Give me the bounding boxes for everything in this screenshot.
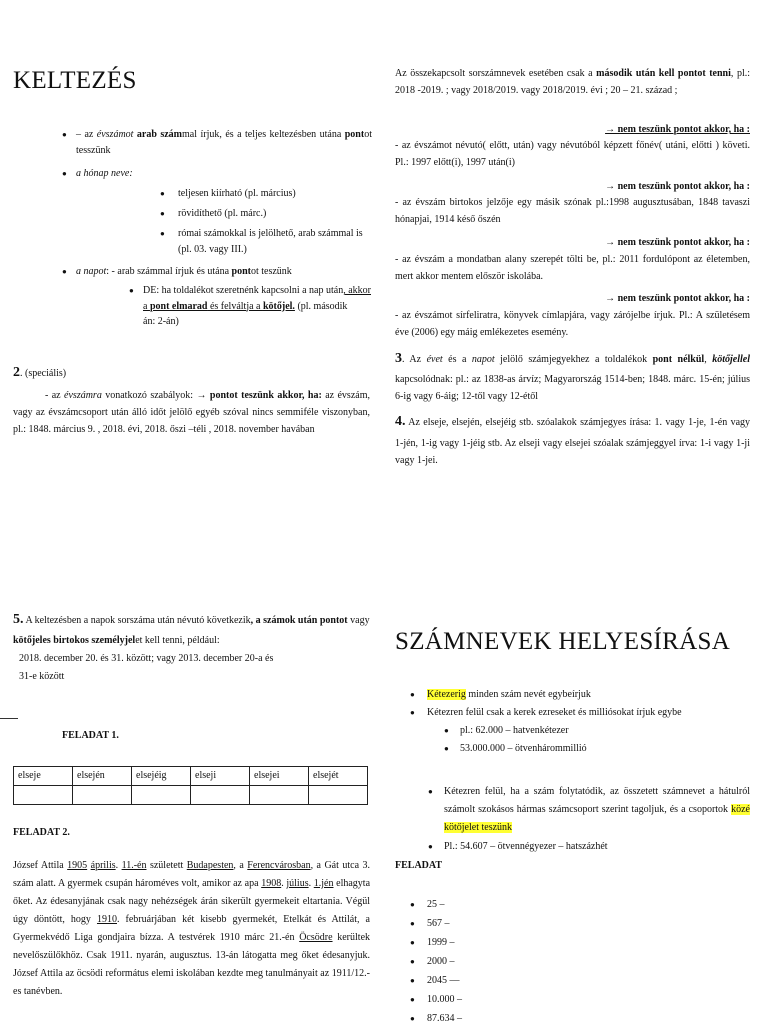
table-header: elseji	[191, 767, 250, 786]
list-item: ● pl.: 62.000 – hatvenkétezer	[444, 725, 569, 736]
bullet-icon: ●	[428, 842, 433, 851]
feladat-1-heading: FELADAT 1.	[62, 730, 119, 741]
list-item: ● Kétezerig minden szám nevét egybeírjuk	[410, 689, 591, 700]
bullet-icon: ●	[62, 267, 67, 276]
rule-heading: → nem teszünk pontot akkor, ha :	[605, 293, 750, 304]
bullet-icon: ●	[62, 130, 67, 139]
table-header: elsejéig	[132, 767, 191, 786]
szamnevek-rules	[410, 687, 755, 759]
feladat-heading: FELADAT	[395, 860, 443, 871]
rule-day: ● a napot: - arab számmal írjuk és utána pontot teszünk	[62, 266, 292, 277]
rule-text: - az évszám a mondatban alany szerepét tölti be, pl.: 2011 fordulópont az életemben, mert akkor mentem először iskolába.	[395, 254, 750, 282]
rule-heading: → nem teszünk pontot akkor, ha :	[605, 237, 750, 248]
bullet-icon: ●	[129, 286, 134, 295]
rule-month: ● a hónap neve:	[62, 168, 133, 179]
table-header: elsejei	[250, 767, 309, 786]
feladat-list	[410, 897, 610, 1030]
section-2-text: - az évszámra vonatkozó szabályok: → pontot teszünk akkor, ha: az évszám, vagy az évszámcsoport után álló időt jelölő egyéb szóval nincs semmiféle viszonyban, pl.: 1848. március 9. , 2018. évi, 2018. őszi –téli , 2018. november havában	[13, 390, 370, 435]
table-cell	[132, 786, 191, 805]
bullet-icon: ●	[62, 169, 67, 178]
list-item: ● 2045 —	[410, 975, 460, 986]
list-item: ● teljesen kiírható (pl. március)	[160, 188, 296, 199]
list-item: ● 25 –	[410, 899, 445, 910]
section-5: 5. A keltezésben a napok sorszáma után névutó következik, a számok után pontot vagy kötőjeles birtokos személyjelet kell tenni, például:	[13, 612, 370, 646]
list-item: ● 1999 –	[410, 937, 455, 948]
page-title-keltezes: KELTEZÉS	[13, 67, 137, 94]
compound-ordinals-paragraph: Az összekapcsolt sorszámnevek esetében csak a második után kell pontot tenni, pl.: 2018 -2019. ; vagy 2018/2019. vagy 2018/2019. évi ; 20 – 21. század ;	[395, 68, 751, 96]
feladat-2-heading: FELADAT 2.	[13, 827, 70, 838]
table-cell	[250, 786, 309, 805]
rule-day-exception: ● DE: ha toldalékot szeretnénk kapcsolni a nap után, akkor a pont elmarad és felváltja a kötőjel. (pl. második án: 2-án)	[129, 285, 371, 327]
feladat-2-text: József Attila 1905 április. 11.-én született Budapesten, a Ferencvárosban, a Gát utca 3. szám alatt. A gyermek csupán hároméves volt, amikor az apa 1908. július. 1.jén elhagyta őket. Az édesanyjának csak nagy nehézségek árán sikerült gyermekeit eltartania. Végül úgy döntött, hogy 1910. februárjában két kisebb gyermekét, Etelkát és Attilát, a Gyermekvédő Liga gondjaira bízza. A testvérek 1910 márc 21.-én Öcsödre kerültek nevelőszülőkhöz. Csak 1911. nyarán, augusztus. 13-án látogatta meg őket édesanyjuk. József Attila az öcsödi református elemi iskolában kezdte meg tanulmányait az 1911/12.-es tanévben.	[13, 860, 371, 997]
rule-example: ● Pl.: 54.607 – ötvennégyezer – hatszázhét	[428, 841, 608, 852]
rule-text: - az évszámot sírfeliratra, könyvek címlapjára, vagy zárójelbe írjuk. Pl.: A születésem éve (2006) egy máig emlékezetes esemény.	[395, 310, 750, 338]
list-item: ● 2000 –	[410, 956, 455, 967]
list-item: ● 567 –	[410, 918, 450, 929]
table-header: elsejét	[309, 767, 368, 786]
rule-text: - az évszám birtokos jelzője egy másik szónak pl.:1998 augusztusában, 1848 tavaszi hónapjai, 1914 késő őszén	[395, 197, 750, 225]
exercise-table	[13, 766, 368, 805]
month-sublist	[160, 186, 372, 257]
list-item: ● rövidíthető (pl. márc.)	[160, 208, 267, 219]
list-item: ● 53.000.000 – ötvenhárommillió	[444, 743, 587, 754]
section-5-examples: 2018. december 20. és 31. között; vagy 2013. december 20-a és 31-e között	[19, 653, 274, 682]
list-item: ● Kétezren felül csak a kerek ezreseket és milliósokat írjuk egybe	[410, 707, 682, 718]
table-header: elseje	[14, 767, 73, 786]
divider	[0, 718, 18, 719]
rule-year-arabic: – az évszámot arab számmal írjuk, és a teljes keltezésben utána pontot tesszünk	[76, 129, 372, 156]
page-title-szamnevek: SZÁMNEVEK HELYESÍRÁSA	[395, 628, 731, 655]
section-4: 4. Az elseje, elsején, elsejéig stb. szóalakok számjegyes írása: 1. vagy 1-je, 1-én vagy 1-jén, 1-ig vagy 1-jéig stb. Az elseji vagy elsejei szóalak számjeggyel írva: 1-i vagy 1-ji vagy 1-jei.	[395, 414, 751, 466]
table-cell	[309, 786, 368, 805]
list-item: ● 87.634 –	[410, 1013, 462, 1024]
section-2-heading: 2. (speciális)	[13, 365, 67, 380]
rule-grouping: ● Kétezren felül, ha a szám folytatódik, az összetett számnevet a hátulról számolt szokásos hármas számcsoport szerint tagoljuk, és a csoportok közé kötőjelet teszünk	[428, 786, 750, 833]
list-item: ● 10.000 –	[410, 994, 462, 1005]
bullet-icon: ●	[428, 787, 433, 796]
rule-text: - az évszámot névutó( előtt, után) vagy névutóból képzett főnév( utáni, előtti ) követi. Pl.: 1997 előtt(i), 1997 után(i)	[395, 140, 750, 168]
table-cell	[14, 786, 73, 805]
table-header: elsején	[73, 767, 132, 786]
rule-list	[62, 127, 372, 158]
table-cell	[73, 786, 132, 805]
rule-heading: → nem teszünk pontot akkor, ha :	[605, 181, 750, 192]
list-item: ● római számokkal is jelölhető, arab számmal is (pl. 03. vagy III.)	[160, 228, 363, 255]
table-cell	[191, 786, 250, 805]
rule-heading: → nem teszünk pontot akkor, ha :	[605, 124, 750, 135]
section-3: 3. Az évet és a napot jelölő számjegyekhez a toldalékok pont nélkül, kötőjellel kapcsolódnak: pl.: az 1838-as árvíz; Magyarország 1514-ben; 1848. márc. 15-én; július 6-ig vagy 6-áig; 12-től vagy 12-étől	[395, 351, 750, 402]
